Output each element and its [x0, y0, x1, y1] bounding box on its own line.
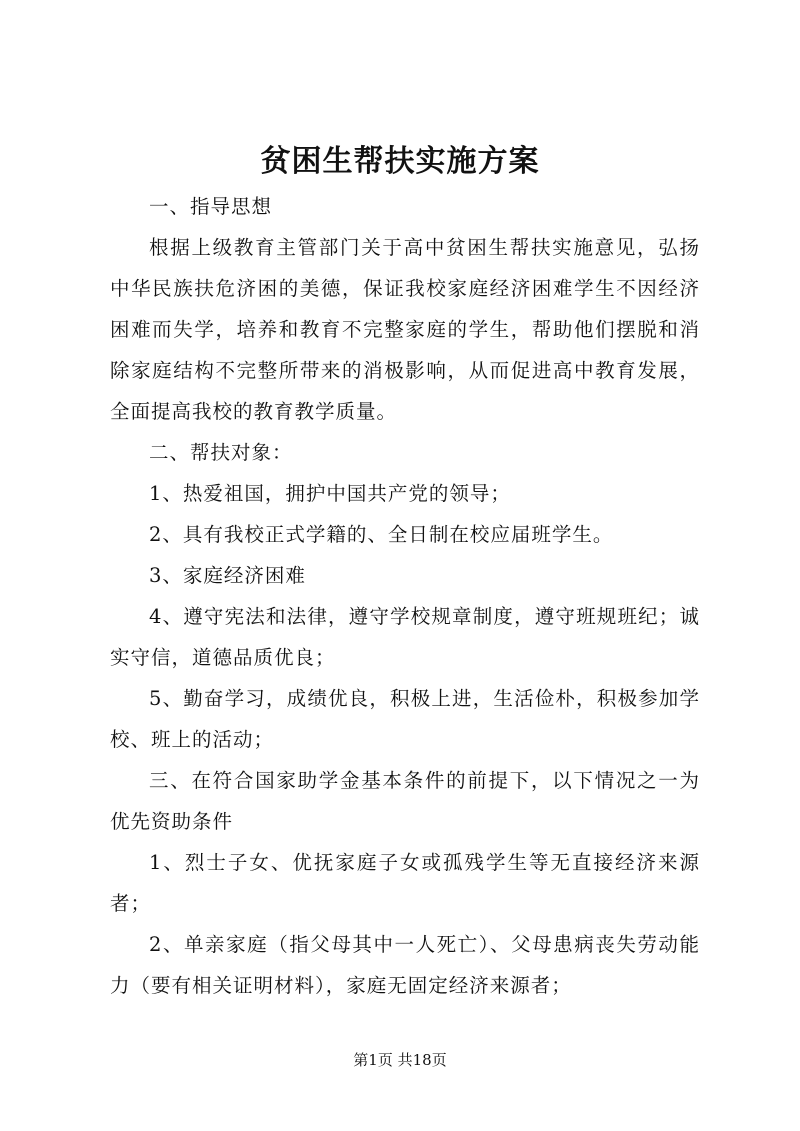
list-item-priority-2: 2、单亲家庭（指父母其中一人死亡）、父母患病丧失劳动能力（要有相关证明材料），家庭无固定经济来源者；	[110, 933, 700, 997]
list-item-priority-1: 1、烈士子女、优抚家庭子女或孤残学生等无直接经济来源者；	[110, 851, 700, 915]
list-item-target-4: 4、遵守宪法和法律，遵守学校规章制度，遵守班规班纪；诚实守信，道德品质优良；	[110, 605, 700, 669]
section-heading-targets: 二、帮扶对象：	[149, 441, 293, 464]
list-item-target-1: 1、热爱祖国，拥护中国共产党的领导；	[149, 482, 511, 505]
document-title: 贫困生帮扶实施方案	[260, 144, 540, 179]
list-item-target-5: 5、勤奋学习，成绩优良，积极上进，生活俭朴，积极参加学校、班上的活动；	[110, 687, 700, 751]
page-footer: 第1页 共18页	[353, 1051, 447, 1069]
section-heading-guiding-ideology: 一、指导思想	[149, 195, 273, 218]
section-heading-priority: 三、在符合国家助学金基本条件的前提下，以下情况之一为优先资助条件	[110, 769, 700, 833]
paragraph-purpose: 根据上级教育主管部门关于高中贫困生帮扶实施意见，弘扬中华民族扶危济困的美德，保证我校家庭经济困难学生不因经济困难而失学，培养和教育不完整家庭的学生，帮助他们摆脱和消除家庭结构不完整所带来的消极影响，从而促进高中教育发展，全面提高我校的教育教学质量。	[110, 236, 700, 423]
document-body	[110, 186, 700, 1006]
list-item-target-2: 2、具有我校正式学籍的、全日制在校应届班学生。	[149, 523, 614, 546]
list-item-target-3: 3、家庭经济困难	[149, 564, 306, 587]
